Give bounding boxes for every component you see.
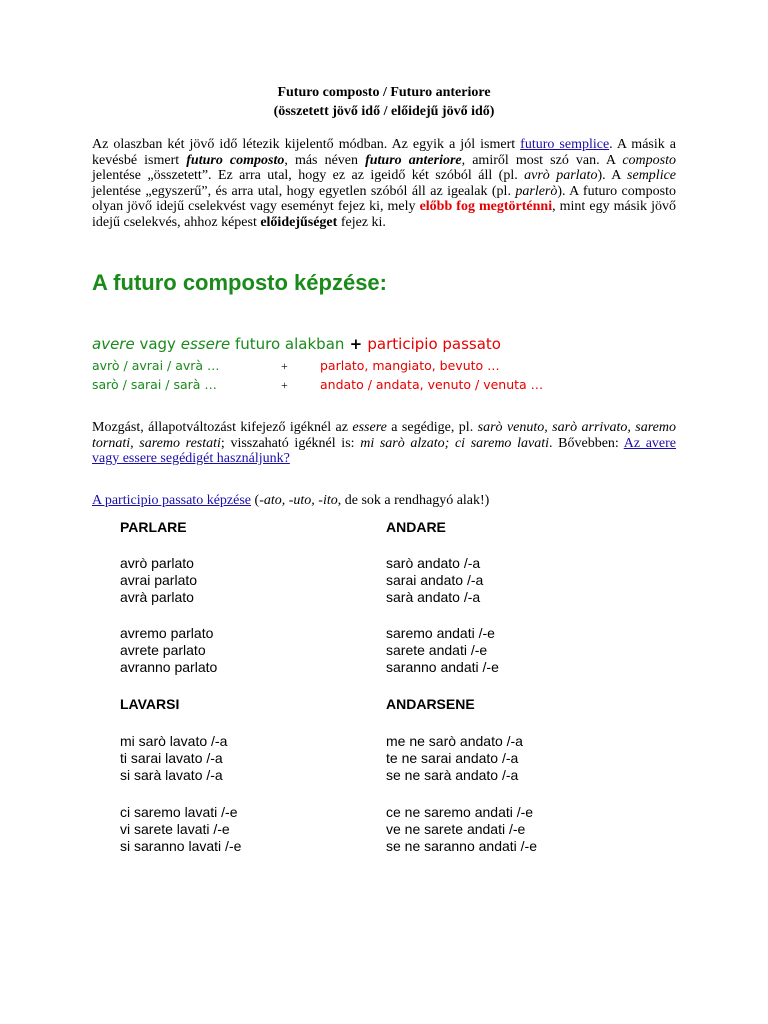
verb-head-andare: ANDARE — [386, 519, 446, 535]
parlare-form: avrà parlato — [120, 589, 194, 605]
parlare-form: avrete parlato — [120, 642, 206, 658]
example-plus-2: + — [281, 378, 288, 392]
lavarsi-form: mi sarò lavato /-a — [120, 733, 228, 749]
futuro-semplice-link[interactable]: futuro semplice — [520, 137, 610, 152]
andare-form: sarà andato /-a — [386, 589, 481, 605]
lavarsi-form: si sarà lavato /-a — [120, 767, 223, 783]
example-plus-1: + — [281, 359, 288, 373]
verb-head-lavarsi: LAVARSI — [120, 696, 180, 712]
title-line-1: Futuro composto / Futuro anteriore — [277, 85, 491, 100]
lavarsi-form: ci saremo lavati /-e — [120, 804, 238, 820]
example-participles-essere: andato / andata, venuto / venuta … — [320, 377, 544, 392]
participio-passato-link[interactable]: A participio passato képzése — [92, 493, 252, 508]
intro-paragraph: Az olaszban két jövő idő létezik kijelentő módban. Az egyik a jól ismert futuro semplice. A másik a kevésbé ismert futuro composto, más néven futuro anteriore, amiről most szó van. A composto jelentése „összetett”. Ez arra utal, hogy ez az igeidő két szóból áll (pl. avrò parlato). A semplice jelentése „egyszerű”, és arra utal, hogy egyetlen szóból áll az igealak (pl. parlerò). A futuro composto olyan jövő idejű cselekvést vagy eseményt fejez ki, mely előbb fog megtörténni, mint egy másik jövő idejű cselekvés, ahhoz képest előidejűséget fejez ki. — [92, 137, 677, 230]
parlare-form: avrai parlato — [120, 572, 198, 588]
andare-form: sarò andato /-a — [386, 555, 481, 571]
lavarsi-form: ti sarai lavato /-a — [120, 750, 223, 766]
parlare-form: avrò parlato — [120, 555, 194, 571]
andare-form: saranno andati /-e — [386, 659, 499, 675]
formula-line: avere vagy essere futuro alakban + participio passato — [92, 335, 501, 353]
verb-head-andarsene: ANDARSENE — [386, 696, 475, 712]
example-aux-essere: sarò / sarai / sarà … — [92, 377, 217, 392]
andarsene-form: se ne sarà andato /-a — [386, 767, 519, 783]
title-line-2: (összetett jövő idő / előidejű jövő idő) — [273, 104, 495, 119]
lavarsi-form: vi sarete lavati /-e — [120, 821, 230, 837]
participio-line: A participio passato képzése (-ato, -uto, -ito, de sok a rendhagyó alak!) — [92, 493, 490, 508]
section-heading: A futuro composto képzése: — [92, 270, 387, 295]
example-participles-avere: parlato, mangiato, bevuto … — [320, 358, 500, 373]
andarsene-form: me ne sarò andato /-a — [386, 733, 523, 749]
example-aux-avere: avrò / avrai / avrà … — [92, 358, 220, 373]
andarsene-form: te ne sarai andato /-a — [386, 750, 519, 766]
verb-head-parlare: PARLARE — [120, 519, 187, 535]
lavarsi-form: si saranno lavati /-e — [120, 838, 242, 854]
andare-form: saremo andati /-e — [386, 625, 495, 641]
andare-form: sarete andati /-e — [386, 642, 488, 658]
andarsene-form: se ne saranno andati /-e — [386, 838, 537, 854]
parlare-form: avremo parlato — [120, 625, 214, 641]
movement-paragraph: Mozgást, állapotváltozást kifejező igéknél az essere a segédige, pl. sarò venuto, sarò arrivato, saremo tornati, saremo restati; visszaható igéknél is: mi sarò alzato; ci saremo lavati. Bővebben: Az avere vagy essere segédigét használjunk? — [92, 420, 676, 466]
andare-form: sarai andato /-a — [386, 572, 484, 588]
parlare-form: avranno parlato — [120, 659, 218, 675]
andarsene-form: ve ne sarete andati /-e — [386, 821, 526, 837]
avere-essere-link[interactable]: Az avere vagy essere segédigét használjunk? — [92, 435, 676, 466]
andarsene-form: ce ne saremo andati /-e — [386, 804, 534, 820]
